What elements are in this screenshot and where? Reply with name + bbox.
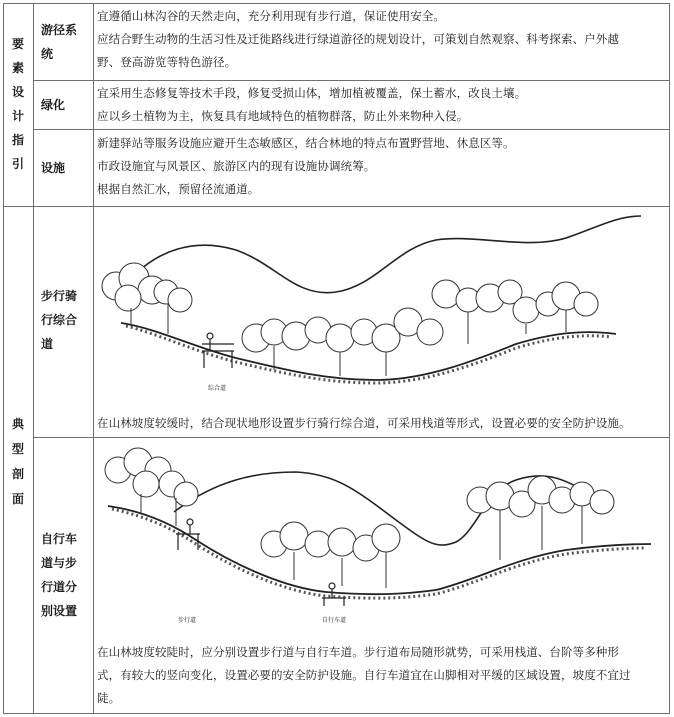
section2-illustration [96,440,666,632]
background-hill-line [124,216,641,293]
header-char: 面 [11,492,24,506]
header-char: 设 [11,85,24,99]
section1-illustration [96,208,666,408]
row-divider-greening [33,129,670,130]
column-divider-2 [93,3,94,714]
row-label-section1 [41,284,91,356]
text-line: 在山林坡度较陡时，应分别设置步行道与自行车道。步行道布局随形就势，可采用栈道、台阶等多种形 [97,645,619,659]
row-label-line: 自行车 [41,532,78,546]
table-border-right [669,3,670,714]
row-label-line: 道与步 [41,556,78,570]
header-char: 型 [11,442,24,456]
header-char: 典 [11,417,24,431]
tree-group-left [102,263,192,334]
text-line: 根据自然汇水，预留径流通道。 [97,182,260,196]
row-label-facilities: 设施 [41,161,66,175]
text-line: 新建驿站等服务设施应避开生态敏感区，结合林地的特点布置野营地、休息区等。 [97,136,515,150]
text-line: 市政设施宜与风景区、旅游区内的现有设施协调统筹。 [97,159,376,173]
row-label-line: 道 [41,337,54,351]
figure-label-bike-path: 自行车道 [322,617,347,624]
table-border-bottom [3,713,670,714]
section2-caption [97,641,669,710]
row-label-line: 行道分 [41,580,78,594]
row-divider-section1 [33,437,670,438]
tree-group-left [105,448,198,526]
text-line: 式，有较大的竖向变化，设置必要的安全防护设施。自行车道宜在山脚相对平缓的区域设置，坡度不宜过 [97,668,631,682]
row-label-line: 别设置 [41,604,78,618]
ground-shadow [112,509,646,598]
tree-group-right [432,280,598,344]
header-char: 指 [11,133,24,147]
text-line: 陡。 [97,691,121,705]
greening-text [97,82,669,128]
facilities-text [97,132,669,201]
header-char: 素 [11,61,24,75]
header-char: 引 [11,157,24,171]
header-char: 剖 [11,467,24,481]
text-line: 宜采用生态修复等技术手段，修复受损山体，增加植被覆盖，保土蓄水，改良土壤。 [97,86,527,100]
row-label-greening: 绿化 [41,98,66,112]
figure-label-walkway: 步行道 [178,617,197,624]
text-line: 野、登高游览等特色游径。 [97,55,237,69]
row-label-line: 步行骑 [41,289,78,303]
row-label-line: 统 [41,47,54,61]
row-divider-section-a [3,206,670,207]
tree-group-middle [261,522,400,588]
trail-text [97,5,669,74]
boardwalk [202,333,234,368]
row-divider-trail [33,80,670,81]
header-char: 要 [11,37,24,51]
text-line: 宜遵循山林沟谷的天然走向，充分利用现有步行道，保证使用安全。 [97,9,445,23]
header-char: 计 [11,109,24,123]
text-line: 应以乡土植物为主，恢复具有地域特色的植物群落，防止外来物种入侵。 [97,109,469,123]
row-label-line: 行综合 [41,313,78,327]
walkway [176,519,200,550]
row-label-section2 [41,527,91,623]
column-divider-1 [33,3,34,714]
figure-label-combined-path: 综合道 [208,385,227,392]
bike-path [322,583,346,606]
row-label-line: 游径系 [41,23,78,37]
row-label-trail [41,18,91,66]
table-border-top [3,3,670,4]
text-line: 应结合野生动物的生活习性及迁徙路线进行绿道游径的规划设计，可策划自然观察、科考探索、户外越 [97,32,619,46]
section1-caption: 在山林坡度较缓时，结合现状地形设置步行骑行综合道，可采用栈道等形式，设置必要的安全防护设施。 [97,416,631,430]
